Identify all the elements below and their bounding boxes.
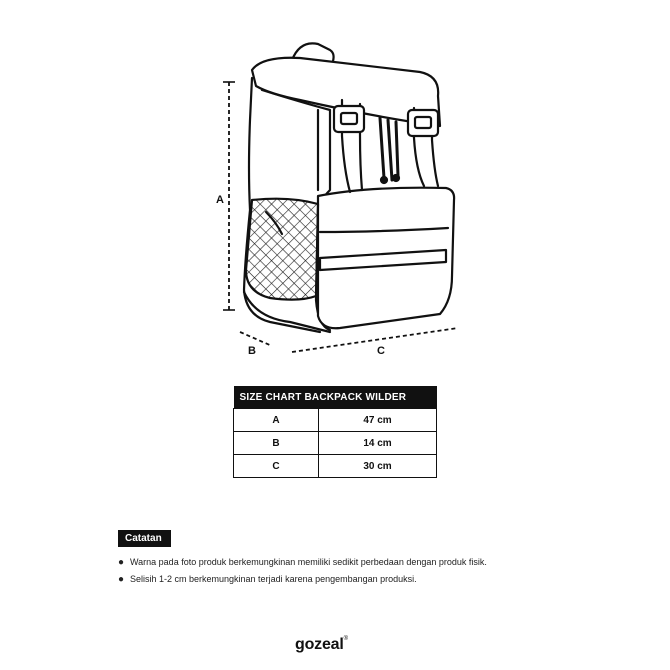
table-row [234, 455, 437, 478]
size-key: B [234, 432, 319, 455]
dimension-label-a: A [216, 194, 224, 206]
size-value: 47 cm [319, 409, 437, 432]
note-text: Warna pada foto produk berkemungkinan memiliki sedikit perbedaan dengan produk fisik. [130, 557, 487, 567]
size-value: 30 cm [319, 455, 437, 478]
notes-heading: Catatan [118, 530, 171, 547]
bullet-icon: ● [118, 557, 125, 568]
brand-name: gozeal [295, 636, 344, 653]
size-key: A [234, 409, 319, 432]
list-item [118, 571, 487, 588]
dimension-label-b: B [248, 345, 256, 357]
size-value: 14 cm [319, 432, 437, 455]
notes-list [118, 554, 487, 588]
bullet-icon: ● [118, 574, 125, 585]
size-chart-title: SIZE CHART BACKPACK WILDER [234, 386, 437, 409]
list-item [118, 554, 487, 571]
table-row [234, 432, 437, 455]
brand-logo [295, 636, 348, 654]
size-chart-table [233, 386, 437, 478]
note-text: Selisih 1-2 cm berkemungkinan terjadi karena pengembangan produksi. [130, 574, 417, 584]
registered-mark: ® [343, 636, 348, 642]
dimension-label-c: C [377, 345, 385, 357]
size-key: C [234, 455, 319, 478]
table-row [234, 409, 437, 432]
